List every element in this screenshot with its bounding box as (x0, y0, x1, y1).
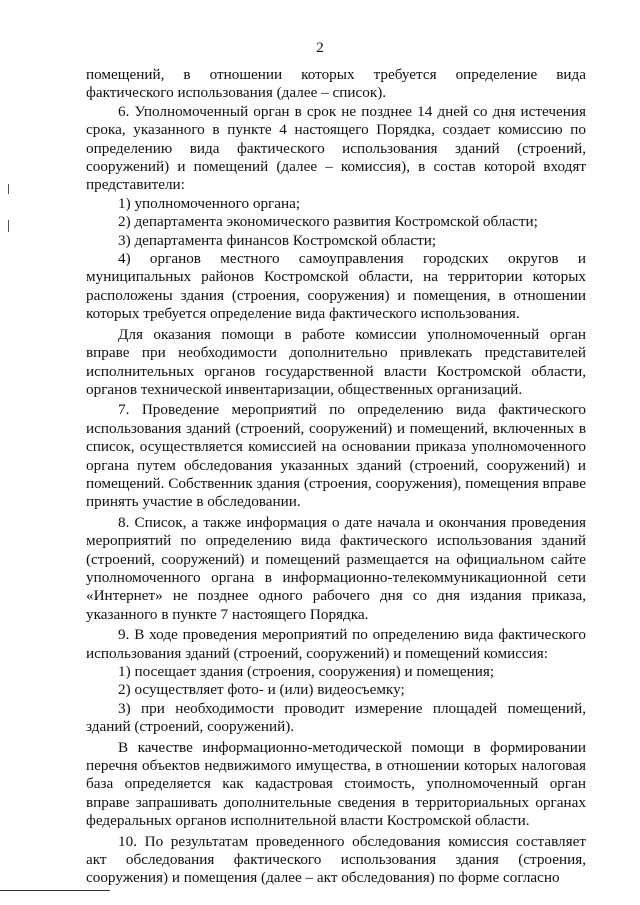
list-item: 3) департамента финансов Костромской области; (118, 231, 437, 249)
paragraph-item-10: 10. По результатам проведенного обследования комиссия составляет акт обследования фактического использования здания (строения, сооружения) и помещения (далее – акт обследования) по форме согласно (86, 832, 586, 887)
paragraph: Для оказания помощи в работе комиссии уполномоченный орган вправе при необходимости дополнительно привлекать представителей исполнительных органов государственной власти Костромской области, органов технической инвентаризации, общественных организаций. (86, 325, 586, 398)
list-item: 1) посещает здания (строения, сооружения) и помещения; (118, 663, 495, 680)
paragraph-item-8: 8. Список, а также информация о дате начала и окончания проведения мероприятий по определению вида фактического использования зданий (строений, сооружений) и помещений размещается на официальном сайте уполномоченного органа в информационно-телекоммуникационной сети «Интернет» не позднее одного рабочего дня со дня издания приказа, указанного в пункте 7 настоящего Порядка. (86, 513, 586, 623)
list-item: 4) органов местного самоуправления городских округов и муниципальных районов Костромской области, на территории которых расположены здания (строения, сооружения) и помещения, в отношении которых требуется определение вида фактического использования. (86, 250, 586, 323)
paragraph: помещений, в отношении которых требуется определение вида фактического использования (далее – список). (86, 66, 586, 102)
paragraph-item-9: 9. В ходе проведения мероприятий по определению вида фактического использования зданий (строений, сооружений) и помещений комиссия: (86, 626, 586, 662)
margin-mark (8, 184, 9, 194)
paragraph: В качестве информационно-методической помощи в формировании перечня объектов недвижимого имущества, в отношении которых налоговая база определяется как кадастровая стоимость, уполномоченный орган вправе запрашивать дополнительные сведения в территориальных органах федеральных органов исполнительной власти Костромской области. (86, 738, 586, 830)
list-item: 2) департамента экономического развития Костромской области; (118, 213, 538, 231)
list-item: 3) при необходимости проводит измерение площадей помещений, зданий (строений, сооружений). (86, 699, 586, 736)
margin-mark (8, 220, 9, 232)
document-body (86, 66, 586, 888)
paragraph-item-7: 7. Проведение мероприятий по определению вида фактического использования зданий (строений, сооружений) и помещений, включенных в список, осуществляется комиссией на основании приказа уполномоченного органа путем обследования указанных зданий (строений, сооружений) и помещений. Собственник здания (строения, сооружения), помещения вправе принять участие в обследовании. (86, 401, 586, 511)
footnote-divider (0, 890, 110, 891)
page-number: 2 (316, 40, 324, 56)
paragraph-item-6: 6. Уполномоченный орган в срок не позднее 14 дней со дня истечения срока, указанного в пункте 4 настоящего Порядка, создает комиссию по определению вида фактического использования зданий (строений, сооружений) и помещений (далее – комиссия), в состав которой входят представители: (86, 102, 586, 194)
list-item: 1) уполномоченного органа; (118, 194, 301, 212)
list-item: 2) осуществляет фото- и (или) видеосъемку; (118, 681, 405, 699)
